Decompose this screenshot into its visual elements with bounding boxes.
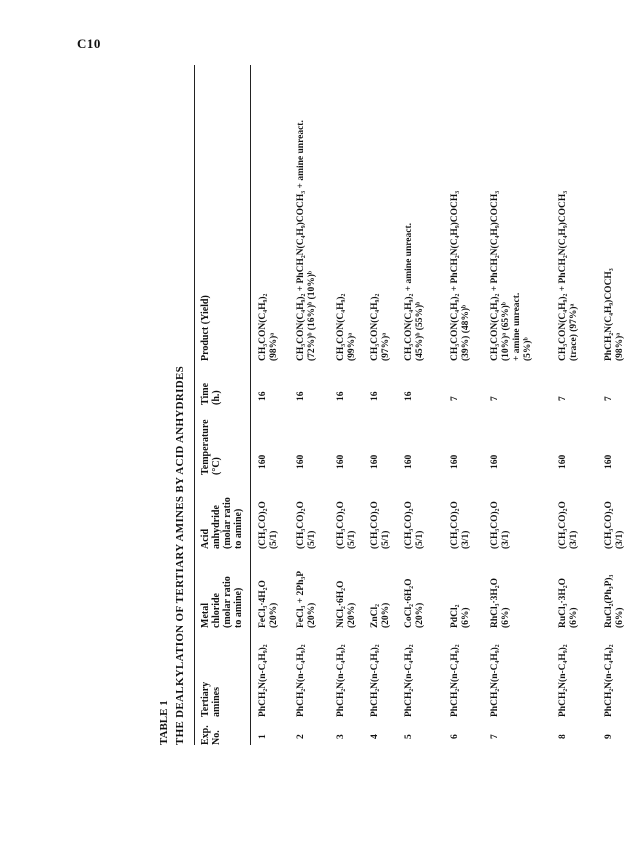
- row-number: 2: [296, 734, 306, 739]
- temperature-cell: 160: [490, 454, 500, 469]
- table-label: TABLE 1: [158, 700, 170, 745]
- header-exp-no: Exp. No.: [200, 725, 222, 745]
- product-cell: PhCH₂N(C₄H₉)COCH₃ (98%)ᵃ: [604, 268, 625, 361]
- top-rule: [194, 65, 195, 745]
- temperature-cell: 160: [450, 454, 460, 469]
- time-cell: 16: [296, 391, 306, 401]
- table-row: [450, 65, 471, 745]
- row-number: 5: [404, 734, 414, 739]
- chloride-cell: FeCl₃·4H₂O (20%): [258, 580, 279, 628]
- table-row: [370, 65, 391, 745]
- temperature-cell: 160: [336, 454, 346, 469]
- table-row: [296, 65, 317, 745]
- anhydride-cell: (CH₃CO)₂O (5/1): [336, 501, 357, 549]
- row-number: 9: [604, 734, 614, 739]
- row-number: 3: [336, 734, 346, 739]
- header-anhydride: Acid anhydride (molar ratio to amine): [200, 497, 244, 549]
- anhydride-cell: (CH₃CO)₂O (3/1): [490, 501, 511, 549]
- row-number: 1: [258, 734, 268, 739]
- anhydride-cell: (CH₃CO)₂O (3/1): [558, 501, 579, 549]
- table-row: [258, 65, 279, 745]
- anhydride-cell: (CH₃CO)₂O (5/1): [370, 501, 391, 549]
- amine-cell: PhCH₂N(n-C₄H₉)₂: [258, 644, 268, 717]
- anhydride-cell: (CH₃CO)₂O (5/1): [404, 501, 425, 549]
- amine-cell: PhCH₂N(n-C₄H₉)₂: [604, 644, 614, 717]
- amine-cell: PhCH₂N(n-C₄H₉)₂: [450, 644, 460, 717]
- time-cell: 7: [604, 396, 614, 401]
- temperature-cell: 160: [404, 454, 414, 469]
- table-row: [490, 65, 533, 745]
- temperature-cell: 160: [258, 454, 268, 469]
- chloride-cell: NiCl₂·6H₂O (20%): [336, 580, 357, 628]
- temperature-cell: 160: [604, 454, 614, 469]
- time-cell: 7: [450, 396, 460, 401]
- header-rule: [250, 65, 251, 745]
- chloride-cell: PdCl₂ (6%): [450, 604, 471, 628]
- amine-cell: PhCH₂N(n-C₄H₉)₂: [296, 644, 306, 717]
- row-number: 8: [558, 734, 568, 739]
- header-amine: Tertiary amines: [200, 681, 222, 717]
- product-cell: CH₃CON(C₄H₉)₂ + PhCH₂N(C₄H₉)COCH₃ (trace) (97%)ᵃ: [558, 190, 579, 361]
- time-cell: 16: [370, 391, 380, 401]
- table-row: [336, 65, 357, 745]
- product-cell: CH₃CON(C₄H₉)₂ + PhCH₂N(C₄H₉)COCH₃ (10%)ᵃ (65%)ᵇ + amine unreact. (5%)ᵇ: [490, 190, 533, 361]
- row-number: 6: [450, 734, 460, 739]
- product-cell: CH₃CON(C₄H₉)₂ (99%)ᵃ: [336, 293, 357, 361]
- chloride-cell: FeCl₃ + 2Ph₃P (20%): [296, 570, 317, 628]
- amine-cell: PhCH₂N(n-C₄H₉)₂: [404, 644, 414, 717]
- time-cell: 16: [258, 391, 268, 401]
- anhydride-cell: (CH₃CO)₂O (3/1): [604, 501, 625, 549]
- amine-cell: PhCH₂N(n-C₄H₉)₂: [336, 644, 346, 717]
- chloride-cell: RhCl₃·3H₂O (6%): [490, 577, 511, 628]
- anhydride-cell: (CH₃CO)₂O (5/1): [296, 501, 317, 549]
- rotated-table: [158, 65, 638, 745]
- amine-cell: PhCH₂N(n-C₄H₉)₂: [558, 644, 568, 717]
- table-row: [604, 65, 625, 745]
- header-product: Product (Yield): [200, 295, 211, 361]
- table-title: THE DEALKYLATION OF TERTIARY AMINES BY ACID ANHYDRIDES: [174, 365, 186, 745]
- product-cell: CH₃CON(C₄H₉)₂ + PhCH₂N(C₄H₉)COCH₃ + amine unreact. (72%)ᵇ (16%)ᵇ (10%)ᵇ: [296, 120, 317, 361]
- header-temperature: Temperature (°C): [200, 419, 222, 475]
- temperature-cell: 160: [558, 454, 568, 469]
- table-row: [404, 65, 425, 745]
- row-number: 4: [370, 734, 380, 739]
- time-cell: 7: [490, 396, 500, 401]
- header-chloride: Metal chloride (molar ratio to amine): [200, 576, 244, 628]
- temperature-cell: 160: [370, 454, 380, 469]
- time-cell: 16: [336, 391, 346, 401]
- chloride-cell: RuCl₂(Ph₃P)₃ (6%): [604, 574, 625, 628]
- temperature-cell: 160: [296, 454, 306, 469]
- chloride-cell: RuCl₃·3H₂O (6%): [558, 577, 579, 628]
- page-number: C10: [77, 36, 101, 51]
- product-cell: CH₃CON(C₄H₉)₂ + amine unreact. (45%)ᵇ (55%)ᵇ: [404, 222, 425, 361]
- header-time: Time (h.): [200, 382, 222, 405]
- chloride-cell: CoCl₂·6H₂O (20%): [404, 578, 425, 628]
- anhydride-cell: (CH₃CO)₂O (3/1): [450, 501, 471, 549]
- time-cell: 16: [404, 391, 414, 401]
- anhydride-cell: (CH₃CO)₂O (5/1): [258, 501, 279, 549]
- product-cell: CH₃CON(C₄H₉)₂ (97%)ᵃ: [370, 293, 391, 361]
- amine-cell: PhCH₂N(n-C₄H₉)₂: [490, 644, 500, 717]
- time-cell: 7: [558, 396, 568, 401]
- table-row: [558, 65, 579, 745]
- product-cell: CH₃CON(C₄H₉)₂ + PhCH₂N(C₄H₉)COCH₃ (39%) (48%)ᵇ: [450, 190, 471, 361]
- row-number: 7: [490, 734, 500, 739]
- amine-cell: PhCH₂N(n-C₄H₉)₂: [370, 644, 380, 717]
- product-cell: CH₃CON(C₄H₉)₂ (98%)ᵃ: [258, 293, 279, 361]
- chloride-cell: ZnCl₂ (20%): [370, 602, 391, 628]
